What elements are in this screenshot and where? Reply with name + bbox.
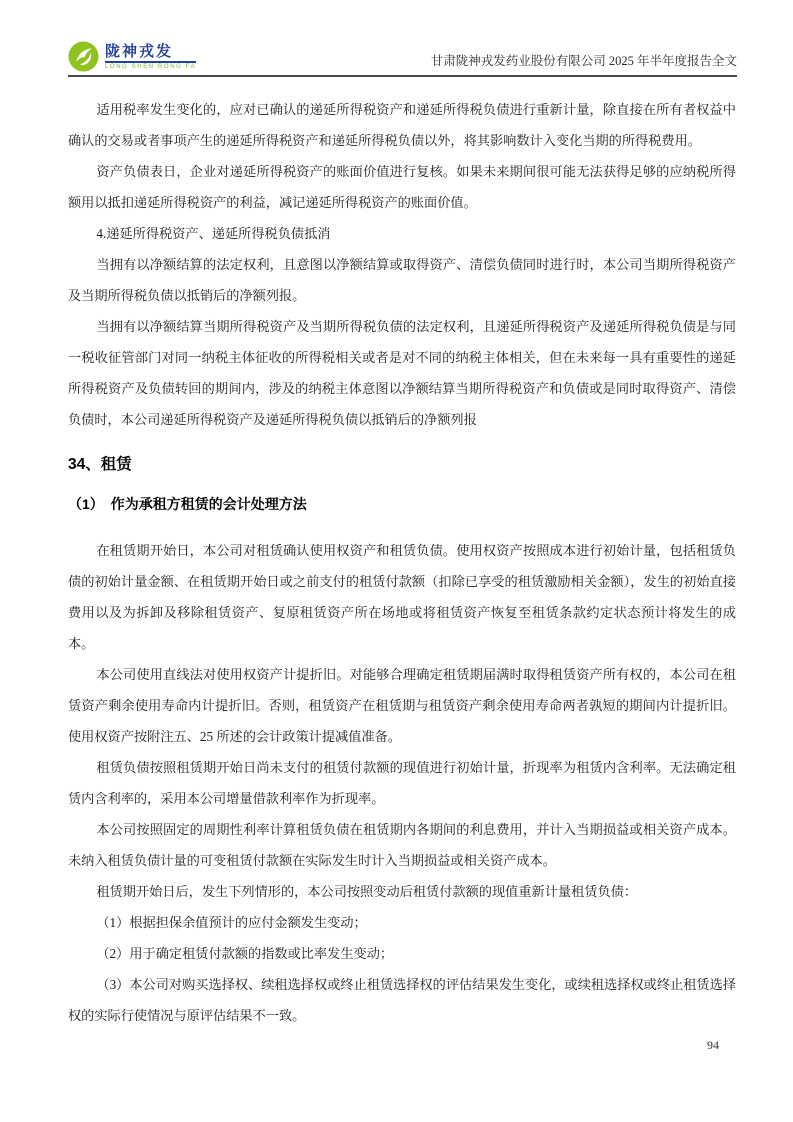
company-logo: [68, 41, 196, 72]
logo-text: [105, 44, 196, 70]
list-item: （3）本公司对购买选择权、续租选择权或终止租赁选择权的评估结果发生变化，或续租选择权或终止租赁选择权的实际行使情况与原评估结果不一致。: [68, 977, 736, 1023]
paragraph: 在租赁期开始日，本公司对租赁确认使用权资产和租赁负债。使用权资产按照成本进行初始计量，包括租赁负债的初始计量金额、在租赁期开始日或之前支付的租赁付款额（扣除已享受的租赁激励相关金额），发生的初始直接费用以及为拆卸及移除租赁资产、复原租赁资产所在场地或将租赁资产恢复至租赁条款约定状态预计将发生的成本。: [68, 543, 736, 651]
paragraph: 本公司按照固定的周期性利率计算租赁负债在租赁期内各期间的利息费用，并计入当期损益或相关资产成本。未纳入租赁负债计量的可变租赁付款额在实际发生时计入当期损益或相关资产成本。: [68, 822, 736, 868]
list-item: （2）用于确定租赁付款额的指数或比率发生变动；: [96, 946, 394, 961]
paragraph-numbered-item: 4.递延所得税资产、递延所得税负债抵消: [96, 226, 331, 241]
paragraph: 租赁负债按照租赁期开始日尚未支付的租赁付款额的现值进行初始计量，折现率为租赁内含利率。无法确定租赁内含利率的，采用本公司增量借款利率作为折现率。: [68, 760, 736, 806]
section-heading: 34、租赁: [68, 456, 132, 473]
logo-english-name: LONG SHEN RONG FA: [105, 63, 197, 70]
logo-mark-icon: [68, 41, 99, 72]
paragraph: 资产负债表日，企业对递延所得税资产的账面价值进行复核。如果未来期间很可能无法获得足够的应纳税所得额用以抵扣递延所得税资产的利益，减记递延所得税资产的账面价值。: [68, 164, 736, 210]
subsection-heading: （1） 作为承租方租赁的会计处理方法: [68, 496, 307, 512]
paragraph: 适用税率发生变化的，应对已确认的递延所得税资产和递延所得税负债进行重新计量，除直接在所有者权益中确认的交易或者事项产生的递延所得税资产和递延所得税负债以外，将其影响数计入变化当期的所得税费用。: [68, 102, 736, 148]
paragraph: 本公司使用直线法对使用权资产计提折旧。对能够合理确定租赁期届满时取得租赁资产所有权的，本公司在租赁资产剩余使用寿命内计提折旧。否则，租赁资产在租赁期与租赁资产剩余使用寿命两者孰短的期间内计提折旧。使用权资产按附注五、25 所述的会计政策计提减值准备。: [68, 667, 736, 744]
page-header: [68, 0, 737, 77]
paragraph: 当拥有以净额结算当期所得税资产及当期所得税负债的法定权利，且递延所得税资产及递延所得税负债是与同一税收征管部门对同一纳税主体征收的所得税相关或者是对不同的纳税主体相关，但在未来每一具有重要性的递延所得税资产及负债转回的期间内，涉及的纳税主体意图以净额结算当期所得税资产和负债或是同时取得资产、清偿负债时，本公司递延所得税资产及递延所得税负债以抵销后的净额列报: [68, 319, 736, 427]
paragraph: 当拥有以净额结算的法定权利，且意图以净额结算或取得资产、清偿负债同时进行时，本公司当期所得税资产及当期所得税负债以抵销后的净额列报。: [68, 257, 736, 303]
page-number: 94: [707, 1038, 719, 1052]
list-item: （1）根据担保余值预计的应付金额发生变动；: [96, 915, 367, 930]
paragraph: 租赁期开始日后，发生下列情形的，本公司按照变动后租赁付款额的现值重新计量租赁负债：: [96, 884, 638, 899]
document-body: [68, 77, 736, 1031]
logo-underline: [105, 61, 196, 63]
logo-chinese-name: 陇神戎发: [105, 42, 174, 60]
report-header-title: 甘肃陇神戎发药业股份有限公司 2025 年半年度报告全文: [430, 54, 737, 68]
